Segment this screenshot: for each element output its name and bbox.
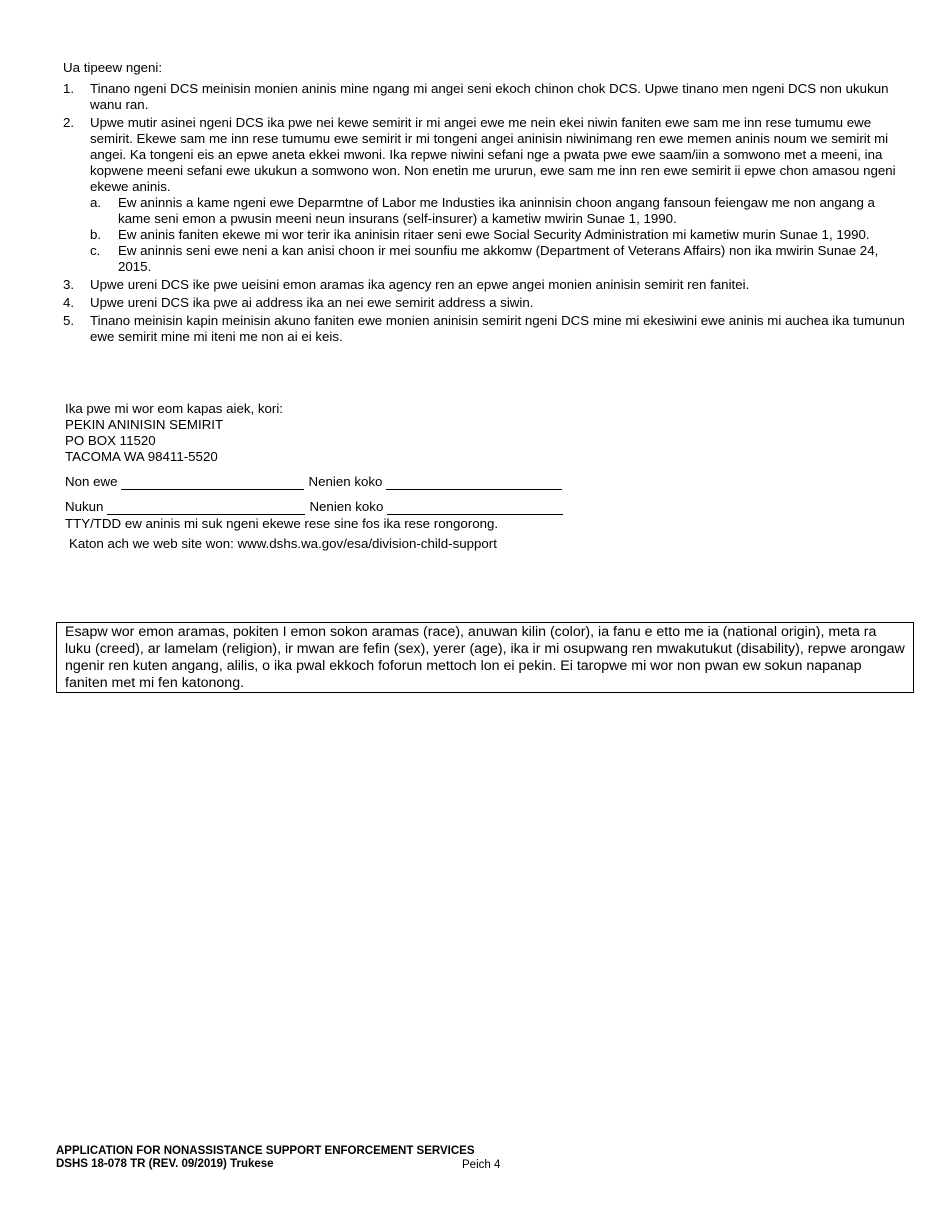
phone-label: Nenien koko bbox=[309, 499, 384, 514]
phone-label: Nenien koko bbox=[308, 474, 383, 489]
list-item-1 bbox=[63, 81, 908, 113]
address-intro: Ika pwe mi wor eom kapas aiek, kori: bbox=[65, 401, 284, 416]
intro-text: Ua tipeew ngeni: bbox=[63, 60, 163, 75]
list-text: Tinano meinisin kapin meinisin akuno faniten ewe monien aninisin semirit ngeni DCS mine mi ekesiwini ewe aninis mi auchea ika tumunun ewe semirit mine mi iteni me non ai ei keis. bbox=[90, 313, 905, 344]
sub-list bbox=[90, 195, 908, 275]
address-line-1: PEKIN ANINISIN SEMIRIT bbox=[65, 417, 224, 432]
sub-letter: a. bbox=[90, 195, 102, 210]
list-item-2 bbox=[63, 115, 908, 275]
phone-field[interactable] bbox=[386, 475, 562, 490]
number-phone-row bbox=[65, 499, 567, 515]
list-number: 4. bbox=[63, 295, 75, 310]
obligation-list bbox=[63, 81, 908, 347]
list-number: 3. bbox=[63, 277, 75, 292]
list-number: 1. bbox=[63, 81, 75, 96]
sub-letter: c. bbox=[90, 243, 101, 258]
list-number: 2. bbox=[63, 115, 75, 130]
name-phone-row bbox=[65, 474, 566, 490]
list-text: Upwe ureni DCS ike pwe ueisini emon aramas ika agency ren an epwe angei monien aninisin semirit ren fanitei. bbox=[90, 277, 750, 292]
name-label: Non ewe bbox=[65, 474, 118, 489]
number-label: Nukun bbox=[65, 499, 104, 514]
list-text: Upwe ureni DCS ika pwe ai address ika an nei ewe semirit address a siwin. bbox=[90, 295, 534, 310]
website-note: Katon ach we web site won: www.dshs.wa.gov/esa/division-child-support bbox=[69, 536, 497, 551]
sub-item-a bbox=[90, 195, 908, 227]
list-number: 5. bbox=[63, 313, 75, 328]
sub-letter: b. bbox=[90, 227, 102, 242]
list-item-5 bbox=[63, 313, 908, 345]
sub-item-b bbox=[90, 227, 908, 243]
sub-text: Ew aninis faniten ekewe mi wor terir ika aninisin ritaer seni ewe Social Security Administration mi kametiw murin Sunae 1, 1990. bbox=[118, 227, 870, 242]
phone-field-2[interactable] bbox=[387, 500, 563, 515]
address-line-2: PO BOX 11520 bbox=[65, 433, 156, 448]
number-field[interactable] bbox=[107, 500, 305, 515]
page-number: Peich 4 bbox=[462, 1159, 501, 1171]
list-text: Tinano ngeni DCS meinisin monien aninis mine ngang mi angei seni ekoch chinon chok DCS. Upwe tinano men ngeni DCS non ukukun wanu ran. bbox=[90, 81, 889, 112]
list-item-3 bbox=[63, 277, 908, 293]
form-footer bbox=[56, 1145, 475, 1171]
form-title: APPLICATION FOR NONASSISTANCE SUPPORT ENFORCEMENT SERVICES bbox=[56, 1145, 475, 1157]
address-line-3: TACOMA WA 98411-5520 bbox=[65, 449, 218, 464]
tty-note: TTY/TDD ew aninis mi suk ngeni ekewe rese sine fos ika rese rongorong. bbox=[65, 516, 499, 531]
list-item-4 bbox=[63, 295, 908, 311]
nondiscrimination-notice: Esapw wor emon aramas, pokiten I emon sokon aramas (race), anuwan kilin (color), ia fanu e etto me ia (national origin), meta ra luku (creed), ar lamelam (religion), ir mwan are fefin (sex), yerer (age), ika ir mi osupwang ren mwakutukut (disability), repwe arongaw ngenir ren kuten angang, alilis, o ika pwal ekkoch foforun mettoch lon ei pekin. Ei taropwe mi wor non pwan ew sokun napanap faniten met mi fen katonong. bbox=[56, 622, 914, 693]
list-text: Upwe mutir asinei ngeni DCS ika pwe nei kewe semirit ir mi angei ewe me nein ekei niwin faniten ewe sam me inn rese tumumu ewe semirit. Ekewe sam me inn rese tumumu ewe semirit ir mi tongeni angei aninisin niwinimang ren ewe memen aninis noum we semirit mi angei. Ka tongeni eis an epwe aneta ekkei mwoni. Ika repwe niwini sefani nge a pwata pwe ewe saam/iin a somwono met a meeni, ina kopwene meeni sefani ewe ukukun a somwono won. Non enetin me ururun, ewe sam me inn ren ewe semirit ii epwe chon amasou ngeni ekewe aninis. bbox=[90, 115, 896, 194]
name-field[interactable] bbox=[121, 475, 304, 490]
sub-text: Ew aninnis seni ewe neni a kan anisi choon ir mei sounfiu me akkomw (Department of Veterans Affairs) non ika mwirin Sunae 24, 2015. bbox=[118, 243, 879, 274]
sub-item-c bbox=[90, 243, 908, 275]
contact-address bbox=[65, 401, 283, 465]
sub-text: Ew aninnis a kame ngeni ewe Deparmtne of Labor me Industies ika aninnisin choon angang fansoun feiengaw me non angang a kame seni emon a pwusin meeni neun insurans (self-insurer) a kametiw mwirin Sunae 1, 1990. bbox=[118, 195, 875, 226]
form-id: DSHS 18-078 TR (REV. 09/2019) Trukese bbox=[56, 1158, 274, 1170]
